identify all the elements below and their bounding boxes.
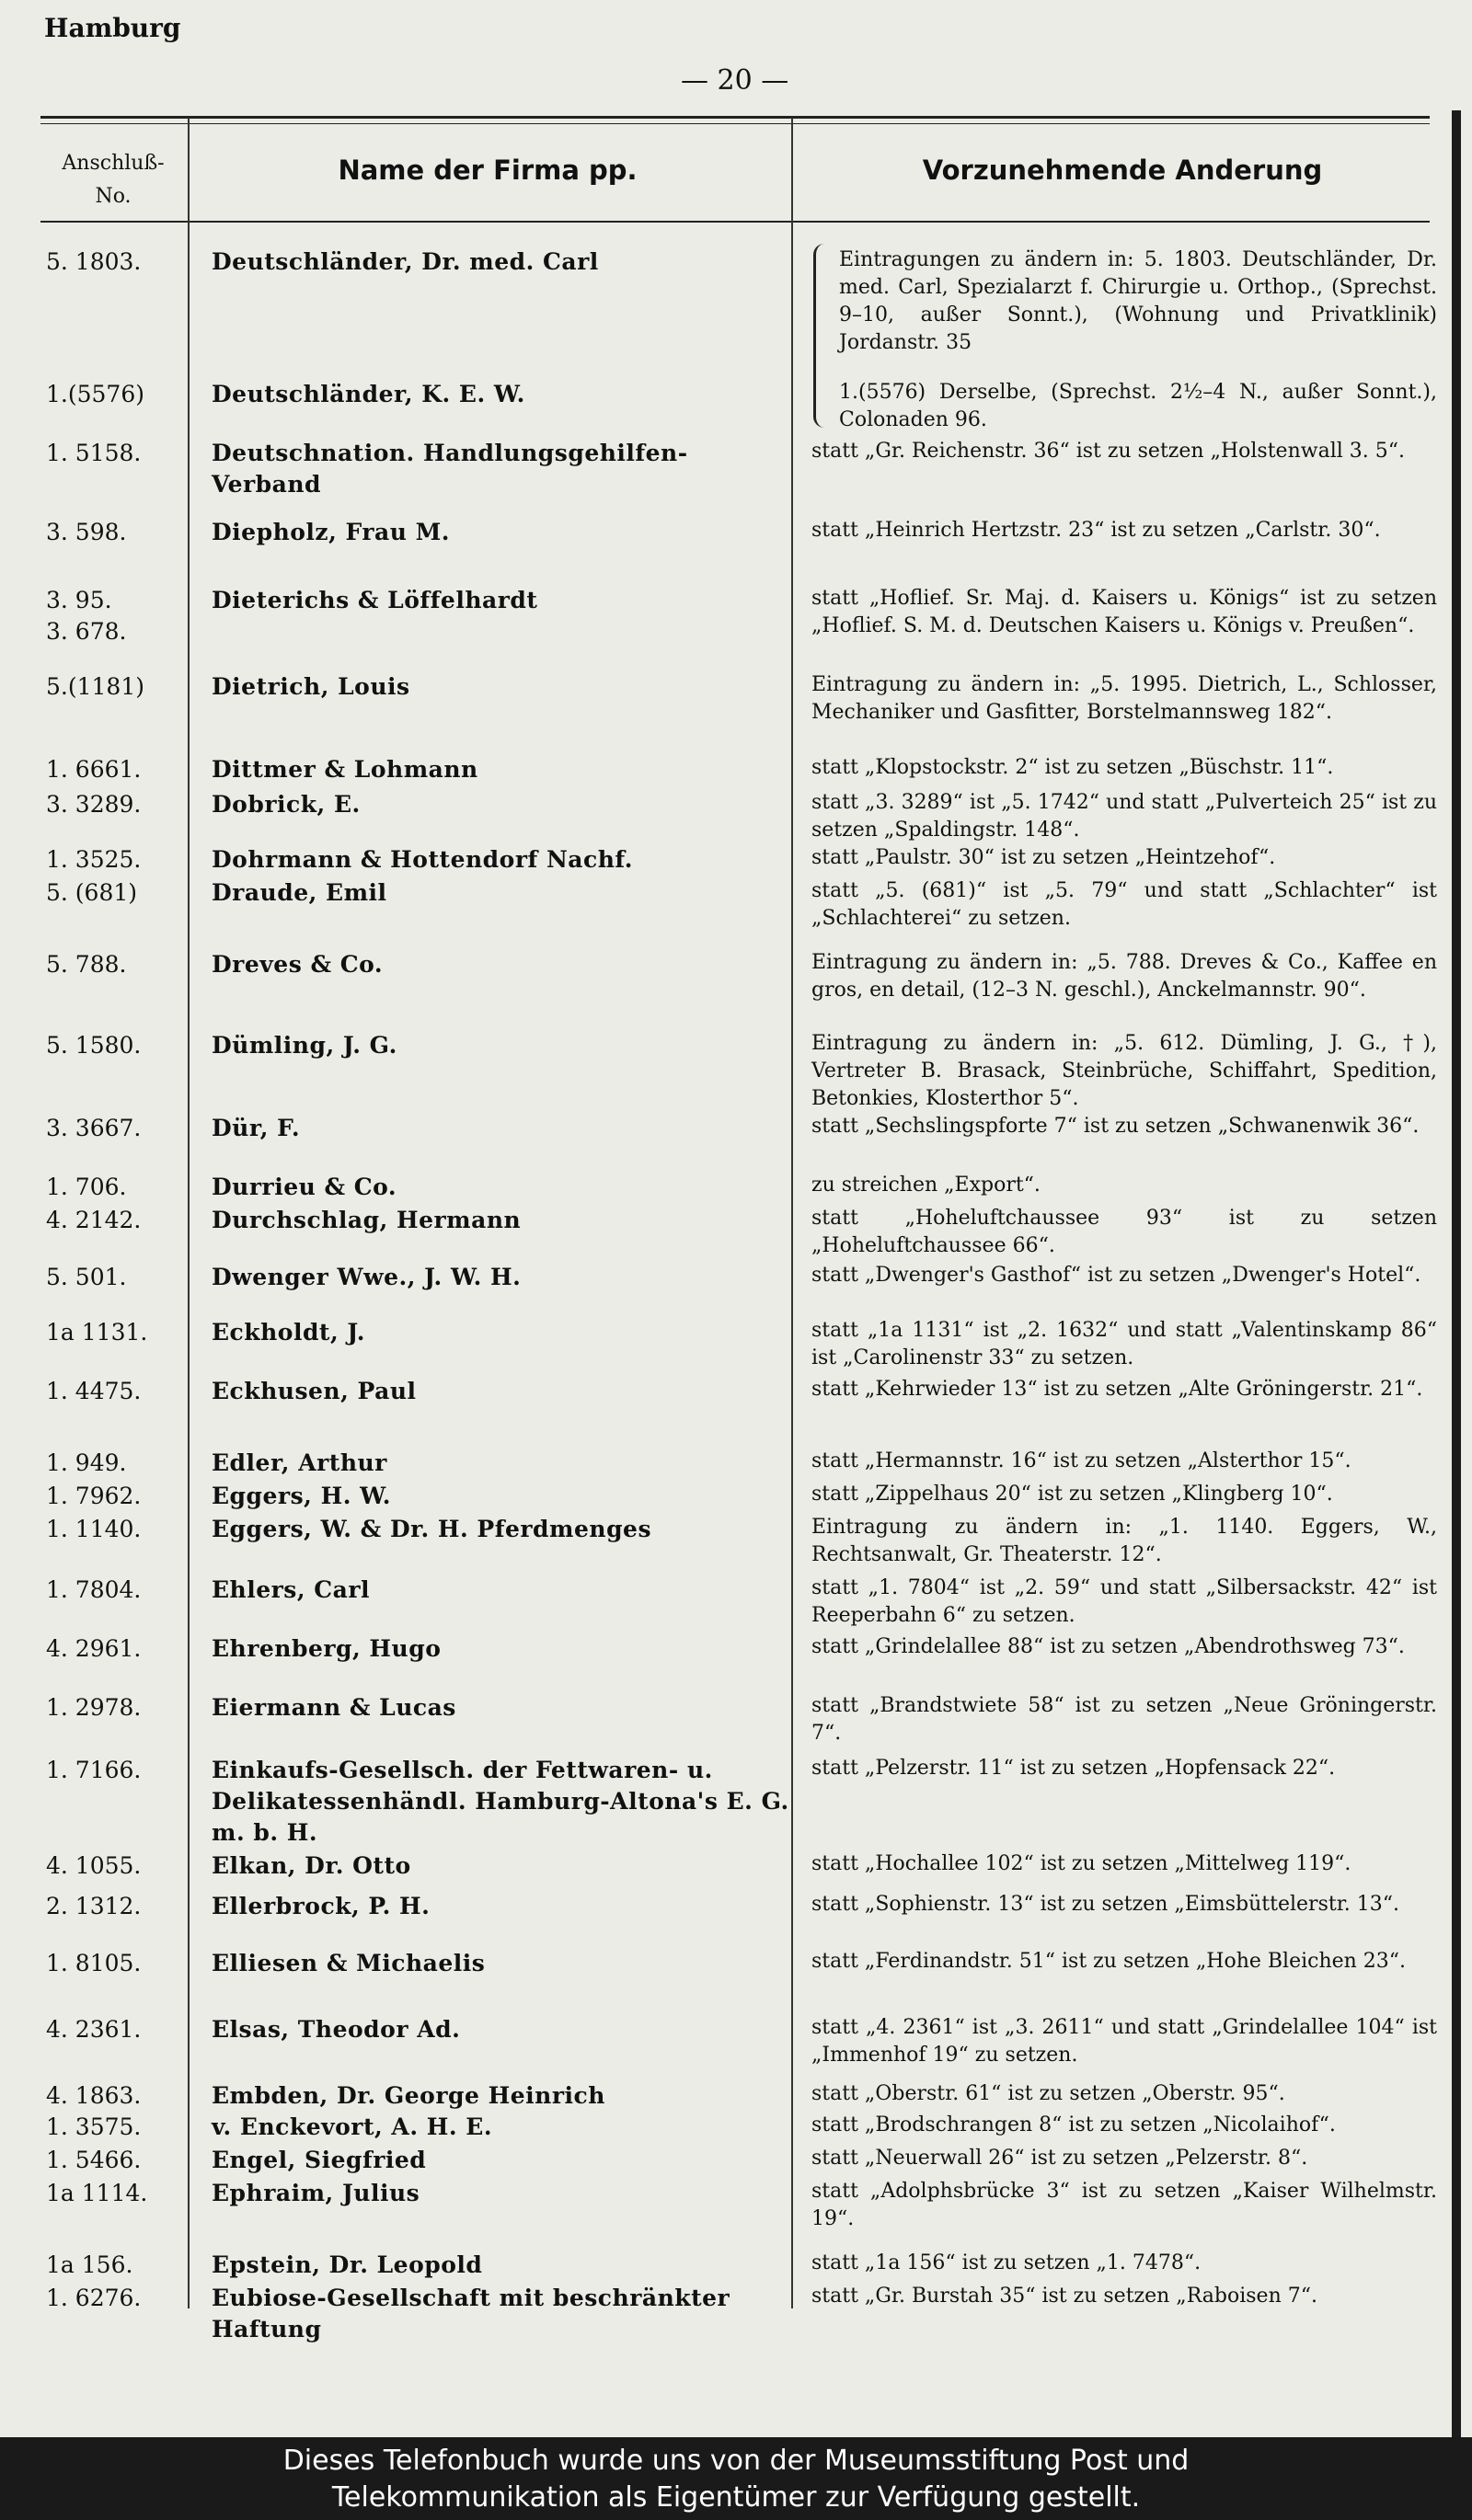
firm-name-text: Elsas, Theodor Ad. — [212, 2016, 461, 2043]
top-rule — [40, 116, 1430, 119]
firm-name-text: Dittmer & Lohmann — [212, 756, 478, 783]
change-instruction: zu streichen „Export“. — [811, 1174, 1041, 1197]
firm-name — [212, 671, 791, 703]
firm-name — [212, 1575, 791, 1606]
anschluss-number: 2. 1312. — [46, 1893, 142, 1919]
firm-name — [212, 1633, 791, 1665]
firm-name — [212, 949, 791, 980]
change-instruction: Eintragung zu ändern in: „5. 612. Dümling, J. G., †), Vertreter B. Brasack, Steinbrüche, Schiffahrt, Spedition, Betonkies, Klosterthor 5“. — [811, 1032, 1437, 1110]
anschluss-number: 1. 949. — [46, 1449, 127, 1476]
anschluss-number: 1a 1131. — [46, 1319, 148, 1346]
firm-name — [212, 754, 791, 785]
firm-name-text: Dümling, J. G. — [212, 1032, 397, 1059]
firm-name — [212, 1205, 791, 1236]
anschluss-number: 3. 3667. — [46, 1115, 142, 1141]
footer-line-1: Dieses Telefonbuch wurde uns von der Museumsstiftung Post und — [282, 2445, 1190, 2477]
firm-name — [212, 2178, 791, 2209]
firm-name — [212, 789, 791, 820]
anschluss-number: 4. 1863. — [46, 2082, 142, 2109]
change-instruction: statt „1a 1131“ ist „2. 1632“ und statt „Valentinskamp 86“ ist „Carolinenstr 33“ zu setzen. — [811, 1319, 1437, 1369]
firm-name — [212, 2250, 791, 2281]
change-instruction: Eintragungen zu ändern in: 5. 1803. Deutschländer, Dr. med. Carl, Spezialarzt f. Chirurgie u. Orthop., (Sprechst. 9–10, außer Sonnt.), (Wohnung und Privatklinik) Jordanstr. 35 — [839, 248, 1437, 354]
change-instruction: statt „Paulstr. 30“ ist zu setzen „Heintzehof“. — [811, 846, 1276, 869]
firm-name — [212, 1692, 791, 1724]
firm-name-text: Eubiose-Gesellschaft mit beschränkter Haftung — [212, 2285, 730, 2342]
change-instruction: statt „Grindelallee 88“ ist zu setzen „Abendrothsweg 73“. — [811, 1635, 1405, 1658]
firm-name — [212, 438, 791, 500]
firm-name-text: Elliesen & Michaelis — [212, 1950, 486, 1976]
change-instruction: statt „Hermannstr. 16“ ist zu setzen „Alsterthor 15“. — [811, 1449, 1351, 1472]
firm-name-text: Durchschlag, Hermann — [212, 1207, 522, 1233]
anschluss-number: 1. 7166. — [46, 1757, 142, 1783]
change-instruction: statt „Oberstr. 61“ ist zu setzen „Oberstr. 95“. — [811, 2082, 1285, 2105]
firm-name-text: v. Enckevort, A. H. E. — [212, 2113, 493, 2140]
change-instruction: statt „Klopstockstr. 2“ ist zu setzen „Büschstr. 11“. — [811, 756, 1334, 779]
firm-name — [212, 517, 791, 548]
firm-name-text: Deutschländer, K. E. W. — [212, 381, 525, 407]
firm-name — [212, 1755, 791, 1849]
change-instruction: statt „Ferdinandstr. 51“ ist zu setzen „Hohe Bleichen 23“. — [811, 1950, 1407, 1973]
firm-name-text: Deutschnation. Handlungsgehilfen-Verband — [212, 440, 688, 498]
anschluss-number: 1a 1114. — [46, 2180, 148, 2206]
change-instruction: statt „Heinrich Hertzstr. 23“ ist zu setzen „Carlstr. 30“. — [811, 519, 1381, 542]
change-instruction: statt „Pelzerstr. 11“ ist zu setzen „Hopfensack 22“. — [811, 1757, 1336, 1780]
anschluss-number: 5. (681) — [46, 879, 138, 906]
firm-name — [212, 1514, 791, 1545]
change-instruction: statt „Kehrwieder 13“ ist zu setzen „Alte Gröningerstr. 21“. — [811, 1378, 1423, 1401]
footer-notice — [0, 2437, 1472, 2520]
firm-name-text: Elkan, Dr. Otto — [212, 1852, 411, 1879]
column-header-firma: Name der Firma pp. — [338, 155, 638, 186]
change-instruction: statt „Gr. Reichenstr. 36“ ist zu setzen „Holstenwall 3. 5“. — [811, 440, 1405, 463]
anschluss-number: 1.(5576) — [46, 381, 144, 407]
firm-name-text: Dobrick, E. — [212, 791, 361, 818]
anschluss-number: 1. 6661. — [46, 756, 142, 783]
change-instruction: Eintragung zu ändern in: „1. 1140. Eggers, W., Rechtsanwalt, Gr. Theaterstr. 12“. — [811, 1516, 1437, 1566]
firm-name-text: Einkaufs-Gesellsch. der Fettwaren- u. Delikatessenhändl. Hamburg-Altona's E. G. m. b. H. — [212, 1757, 789, 1846]
anschluss-number: 5. 1580. — [46, 1032, 142, 1059]
anschluss-number: 1. 5466. — [46, 2147, 142, 2173]
change-instruction: statt „5. (681)“ ist „5. 79“ und statt „Schlachter“ ist „Schlachterei“ zu setzen. — [811, 879, 1437, 930]
anschluss-number: 1. 8105. — [46, 1950, 142, 1976]
firm-name-text: Dieterichs & Löffelhardt — [212, 587, 538, 613]
anschluss-number: 5. 1803. — [46, 248, 142, 275]
firm-name — [212, 844, 791, 876]
grouping-brace — [813, 244, 836, 428]
anschluss-number: 1. 3575. — [46, 2113, 142, 2140]
anschluss-number: 1a 156. — [46, 2251, 133, 2278]
anschluss-number: 1. 5158. — [46, 440, 142, 466]
firm-name — [212, 1113, 791, 1144]
firm-name-text: Dreves & Co. — [212, 951, 384, 978]
column-header-anschluss: Anschluß-No. — [62, 152, 165, 208]
change-instruction: statt „Hoheluftchaussee 93“ ist zu setzen „Hoheluftchaussee 66“. — [811, 1207, 1437, 1257]
firm-name-text: Epstein, Dr. Leopold — [212, 2251, 483, 2278]
change-instruction: statt „Adolphsbrücke 3“ ist zu setzen „Kaiser Wilhelmstr. 19“. — [811, 2180, 1437, 2230]
change-instruction: 1.(5576) Derselbe, (Sprechst. 2½–4 N., außer Sonnt.), Colonaden 96. — [839, 381, 1437, 431]
anschluss-number: 1. 706. — [46, 1174, 127, 1200]
anschluss-number: 5. 501. — [46, 1264, 127, 1290]
change-instruction: statt „1a 156“ ist zu setzen „1. 7478“. — [811, 2251, 1202, 2274]
change-instruction: statt „Hoflief. Sr. Maj. d. Kaisers u. Königs“ ist zu setzen „Hoflief. S. M. d. Deutschen Kaisers u. Königs v. Preußen“. — [811, 587, 1437, 637]
column-header-aenderung: Vorzunehmende Anderung — [922, 155, 1323, 186]
change-instruction: statt „Sophienstr. 13“ ist zu setzen „Eimsbüttelerstr. 13“. — [811, 1893, 1400, 1916]
firm-name-text: Ehlers, Carl — [212, 1576, 371, 1603]
firm-name — [212, 1376, 791, 1407]
firm-name — [212, 2014, 791, 2045]
firm-name-text: Durrieu & Co. — [212, 1174, 397, 1200]
change-instruction: statt „3. 3289“ ist „5. 1742“ und statt „Pulverteich 25“ ist zu setzen „Spaldingstr. 148“. — [811, 791, 1437, 842]
anschluss-number: 1. 3525. — [46, 846, 142, 873]
change-instruction: statt „Brodschrangen 8“ ist zu setzen „Nicolaihof“. — [811, 2113, 1336, 2136]
firm-name-text: Dietrich, Louis — [212, 673, 410, 700]
anschluss-number: 4. 2142. — [46, 1207, 142, 1233]
city-heading: Hamburg — [44, 13, 181, 43]
firm-name-text: Eggers, W. & Dr. H. Pferdmenges — [212, 1516, 652, 1542]
firm-name-text: Embden, Dr. George Heinrich — [212, 2082, 605, 2109]
firm-name-text: Draude, Emil — [212, 879, 387, 906]
anschluss-number: 3. 3289. — [46, 791, 142, 818]
column-divider-2 — [791, 118, 793, 2308]
anschluss-number: 5. 788. — [46, 951, 127, 978]
change-instruction: statt „Sechslingspforte 7“ ist zu setzen „Schwanenwik 36“. — [811, 1115, 1420, 1138]
change-instruction: statt „Zippelhaus 20“ ist zu setzen „Klingberg 10“. — [811, 1483, 1333, 1506]
change-instruction: statt „Brandstwiete 58“ ist zu setzen „Neue Gröningerstr. 7“. — [811, 1694, 1437, 1745]
firm-name — [212, 246, 791, 278]
change-instruction: statt „Neuerwall 26“ ist zu setzen „Pelzerstr. 8“. — [811, 2147, 1308, 2170]
anschluss-number: 1. 4475. — [46, 1378, 142, 1404]
firm-name — [212, 585, 791, 616]
change-instruction: statt „Hochallee 102“ ist zu setzen „Mittelweg 119“. — [811, 1852, 1351, 1875]
change-instruction: statt „Gr. Burstah 35“ ist zu setzen „Raboisen 7“. — [811, 2285, 1317, 2308]
change-instruction: Eintragung zu ändern in: „5. 1995. Dietrich, L., Schlosser, Mechaniker und Gasfitter, Borstelmannsweg 182“. — [811, 673, 1437, 724]
column-divider-1 — [188, 118, 190, 2308]
firm-name — [212, 1948, 791, 1979]
change-instruction: Eintragung zu ändern in: „5. 788. Dreves & Co., Kaffee en gros, en detail, (12–3 N. geschl.), Anckelmannstr. 90“. — [811, 951, 1437, 1002]
page-edge — [1452, 110, 1461, 2437]
firm-name-text: Dohrmann & Hottendorf Nachf. — [212, 846, 633, 873]
firm-name — [212, 1262, 791, 1293]
firm-name — [212, 1030, 791, 1061]
firm-name — [212, 1850, 791, 1882]
firm-name — [212, 2112, 791, 2143]
anschluss-number: 4. 1055. — [46, 1852, 142, 1879]
firm-name-text: Deutschländer, Dr. med. Carl — [212, 248, 599, 275]
firm-name-text: Ellerbrock, P. H. — [212, 1893, 431, 1919]
anschluss-number: 5.(1181) — [46, 673, 144, 700]
firm-name-text: Ephraim, Julius — [212, 2180, 420, 2206]
footer-line-2: Telekommunikation als Eigentümer zur Verfügung gestellt. — [331, 2481, 1141, 2514]
firm-name — [212, 1317, 791, 1348]
firm-name — [212, 1481, 791, 1512]
anschluss-number: 1. 2978. — [46, 1694, 142, 1721]
header-rule — [40, 221, 1430, 223]
anschluss-number: 4. 2961. — [46, 1635, 142, 1662]
firm-name-text: Diepholz, Frau M. — [212, 519, 450, 545]
firm-name — [212, 1891, 791, 1922]
firm-name-text: Engel, Siegfried — [212, 2147, 427, 2173]
page-number: — 20 — — [681, 64, 789, 97]
anschluss-number: 1. 7804. — [46, 1576, 142, 1603]
firm-name-text: Eckholdt, J. — [212, 1319, 365, 1346]
change-instruction: statt „4. 2361“ ist „3. 2611“ und statt „Grindelallee 104“ ist „Immenhof 19“ zu setzen. — [811, 2016, 1437, 2067]
firm-name-text: Eckhusen, Paul — [212, 1378, 417, 1404]
firm-name-text: Ehrenberg, Hugo — [212, 1635, 442, 1662]
firm-name — [212, 379, 791, 410]
firm-name-text: Edler, Arthur — [212, 1449, 387, 1476]
top-rule-thin — [40, 123, 1430, 124]
anschluss-number: 4. 2361. — [46, 2016, 142, 2043]
change-instruction: statt „Dwenger's Gasthof“ ist zu setzen „Dwenger's Hotel“. — [811, 1264, 1421, 1287]
firm-name-text: Eggers, H. W. — [212, 1483, 391, 1509]
change-instruction: statt „1. 7804“ ist „2. 59“ und statt „Silbersackstr. 42“ ist Reeperbahn 6“ zu setzen. — [811, 1576, 1437, 1627]
firm-name — [212, 2080, 791, 2112]
anschluss-number: 1. 1140. — [46, 1516, 142, 1542]
anschluss-number: 3. 598. — [46, 519, 127, 545]
anschluss-number: 1. 7962. — [46, 1483, 142, 1509]
firm-name-text: Eiermann & Lucas — [212, 1694, 456, 1721]
anschluss-number: 1. 6276. — [46, 2285, 142, 2311]
firm-name-text: Dür, F. — [212, 1115, 301, 1141]
firm-name-text: Dwenger Wwe., J. W. H. — [212, 1264, 522, 1290]
firm-name — [212, 2145, 791, 2176]
firm-name — [212, 1448, 791, 1479]
firm-name — [212, 2283, 791, 2345]
anschluss-number: 3. 95. 3. 678. — [46, 587, 127, 645]
firm-name — [212, 1172, 791, 1203]
firm-name — [212, 877, 791, 909]
